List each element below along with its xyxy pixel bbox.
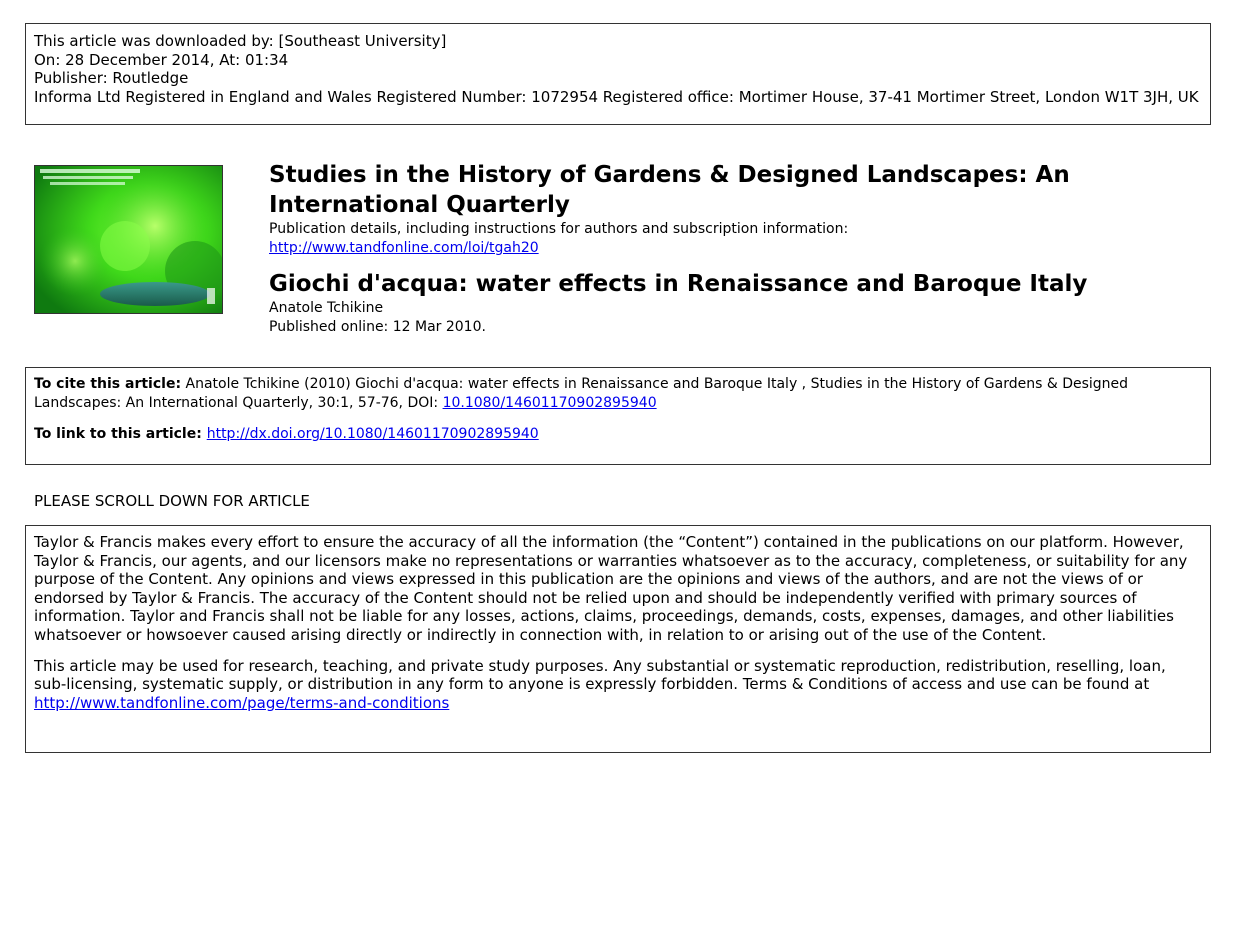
publication-details-text: Publication details, including instructions for authors and subscription information:: [269, 221, 849, 237]
article-doi-url-link[interactable]: http://dx.doi.org/10.1080/14601170902895940: [206, 426, 539, 442]
cite-text: Anatole Tchikine (2010) Giochi d'acqua: water effects in Renaissance and Baroque Italy , Studies in the History of Gardens & Designed Landscapes: An International Quarterly, 30:1, 57-76, DOI:: [34, 376, 1129, 411]
registered-office-line: Informa Ltd Registered in England and Wales Registered Number: 1072954 Registered office: Mortimer House, 37-41 Mortimer Street, London W1T 3JH, UK: [34, 87, 1199, 106]
downloaded-by-line: This article was downloaded by: [Southeast University]: [34, 32, 447, 50]
publication-info: [269, 160, 1209, 337]
download-info-box: [25, 23, 1211, 125]
publisher-line: Publisher: Routledge: [34, 69, 189, 87]
journal-url-link[interactable]: http://www.tandfonline.com/loi/tgah20: [269, 240, 539, 256]
article-title: Giochi d'acqua: water effects in Renaissance and Baroque Italy: [269, 271, 1088, 297]
journal-title: Studies in the History of Gardens & Designed Landscapes: An International Quarterly: [269, 162, 1070, 218]
scroll-down-notice: PLEASE SCROLL DOWN FOR ARTICLE: [34, 492, 310, 510]
usage-paragraph: [34, 657, 1202, 713]
link-label: To link to this article:: [34, 426, 207, 442]
journal-cover-image: [34, 165, 223, 314]
terms-conditions-link[interactable]: http://www.tandfonline.com/page/terms-and-conditions: [34, 693, 450, 712]
disclaimer-paragraph: Taylor & Francis makes every effort to ensure the accuracy of all the information (the “Content”) contained in the publications on our platform. However, Taylor & Francis, our agents, and our licensors make no representations or warranties whatsoever as to the accuracy, completeness, or suitability for any purpose of the Content. Any opinions and views expressed in this publication are the opinions and views of the authors, and are not the views of or endorsed by Taylor & Francis. The accuracy of the Content should not be relied upon and should be independently verified with primary sources of information. Taylor and Francis shall not be liable for any losses, actions, claims, proceedings, demands, costs, expenses, damages, and other liabilities whatsoever or howsoever caused arising directly or indirectly in connection with, in relation to or arising out of the use of the Content.: [34, 533, 1188, 644]
doi-link[interactable]: 10.1080/14601170902895940: [442, 395, 657, 411]
link-paragraph: [34, 425, 1202, 444]
citation-box: [25, 367, 1211, 465]
article-author: Anatole Tchikine: [269, 300, 384, 316]
usage-text: This article may be used for research, teaching, and private study purposes. Any substantial or systematic reproduction, redistribution, reselling, loan, sub-licensing, systematic supply, or distribution in any form to anyone is expressly forbidden. Terms & Conditions of access and use can be found at: [34, 656, 1166, 694]
published-online-date: Published online: 12 Mar 2010.: [269, 319, 486, 335]
download-date-line: On: 28 December 2014, At: 01:34: [34, 50, 289, 69]
cite-label: To cite this article:: [34, 376, 182, 392]
disclaimer-box: [25, 525, 1211, 753]
cite-paragraph: [34, 375, 1202, 413]
